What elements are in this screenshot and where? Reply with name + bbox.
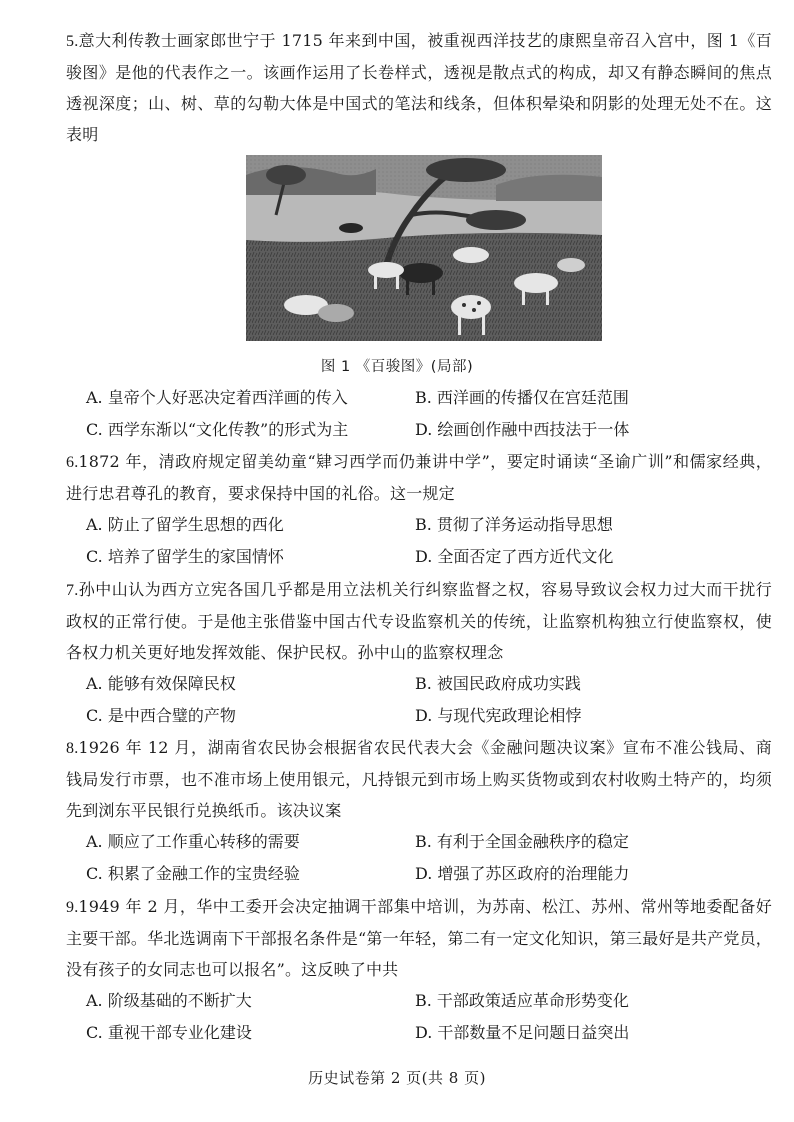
question-number: 7.	[66, 582, 79, 599]
option-d[interactable]: D. 增强了苏区政府的治理能力	[415, 864, 630, 883]
option-a[interactable]: A. 能够有效保障民权	[86, 674, 236, 693]
option-d[interactable]: D. 与现代宪政理论相悖	[415, 706, 582, 725]
question-9	[66, 891, 772, 1049]
question-text: 孙中山认为西方立宪各国几乎都是用立法机关行纠察监督之权，容易导致议会权力过大而干扰行政权的正常行使。于是他主张借鉴中国古代专设监察机关的传统，让监察机构独立行使监察权，使各权力机关更好地发挥效能、保护民权。孙中山的监察权理念	[66, 580, 772, 662]
option-d[interactable]: D. 全面否定了西方近代文化	[415, 547, 614, 566]
option-c[interactable]: C. 西学东渐以“文化传教”的形式为主	[86, 420, 349, 439]
question-7-stem	[66, 574, 772, 668]
figure-caption: 图 1 《百骏图》(局部)	[320, 359, 474, 375]
option-b[interactable]: B. 贯彻了洋务运动指导思想	[415, 515, 613, 534]
option-b[interactable]: B. 被国民政府成功实践	[415, 674, 581, 693]
painting-image	[246, 155, 602, 341]
option-a[interactable]: A. 顺应了工作重心转移的需要	[86, 832, 300, 851]
question-number: 8.	[66, 740, 79, 757]
question-6	[66, 446, 772, 573]
page-footer: 历史试卷第 2 页(共 8 页)	[308, 1069, 486, 1087]
question-number: 5.	[66, 33, 79, 50]
option-c[interactable]: C. 培养了留学生的家国情怀	[86, 547, 284, 566]
question-number: 9.	[66, 899, 79, 916]
question-5	[66, 25, 772, 150]
question-text: 意大利传教士画家郎世宁于 1715 年来到中国，被重视西洋技艺的康熙皇帝召入宫中，图 1《百骏图》是他的代表作之一。该画作运用了长卷样式，透视是散点式的构成，却又有静态瞬间的焦点透视深度；山、树、草的勾勒大体是中国式的笔法和线条，但体积晕染和阴影的处理无处不在。这表明	[66, 31, 772, 144]
question-9-stem	[66, 891, 772, 985]
option-a[interactable]: A. 防止了留学生思想的西化	[86, 515, 284, 534]
question-text: 1872 年，清政府规定留美幼童“肄习西学而仍兼讲中学”，要定时诵读“圣谕广训”和儒家经典，进行忠君尊孔的教育，要求保持中国的礼俗。这一规定	[66, 452, 772, 503]
question-5-stem	[66, 25, 772, 150]
question-5-options	[66, 382, 772, 446]
option-b[interactable]: B. 干部政策适应革命形势变化	[415, 991, 629, 1010]
option-a[interactable]: A. 皇帝个人好恶决定着西洋画的传入	[86, 388, 348, 407]
question-text: 1926 年 12 月，湖南省农民协会根据省农民代表大会《金融问题决议案》宣布不准公钱局、商钱局发行市票，也不准市场上使用银元，凡持银元到市场上购买货物或到农村收购土特产的，均须先到浏东平民银行兑换纸币。该决议案	[66, 738, 772, 820]
option-b[interactable]: B. 西洋画的传播仅在宫廷范围	[415, 388, 629, 407]
question-text: 1949 年 2 月，华中工委开会决定抽调干部集中培训，为苏南、松江、苏州、常州等地委配备好主要干部。华北选调南下干部报名条件是“第一年轻，第二有一定文化知识，第三最好是共产党员，没有孩子的女同志也可以报名”。这反映了中共	[66, 897, 772, 979]
question-8	[66, 732, 772, 890]
option-a[interactable]: A. 阶级基础的不断扩大	[86, 991, 252, 1010]
question-6-stem	[66, 446, 772, 509]
option-c[interactable]: C. 是中西合璧的产物	[86, 706, 236, 725]
figure-painting	[246, 155, 602, 341]
option-d[interactable]: D. 干部数量不足问题日益突出	[415, 1023, 630, 1042]
option-c[interactable]: C. 重视干部专业化建设	[86, 1023, 252, 1042]
question-7	[66, 574, 772, 732]
option-b[interactable]: B. 有利于全国金融秩序的稳定	[415, 832, 629, 851]
question-8-stem	[66, 732, 772, 826]
question-number: 6.	[66, 454, 79, 471]
option-c[interactable]: C. 积累了金融工作的宝贵经验	[86, 864, 300, 883]
option-d[interactable]: D. 绘画创作融中西技法于一体	[415, 420, 630, 439]
